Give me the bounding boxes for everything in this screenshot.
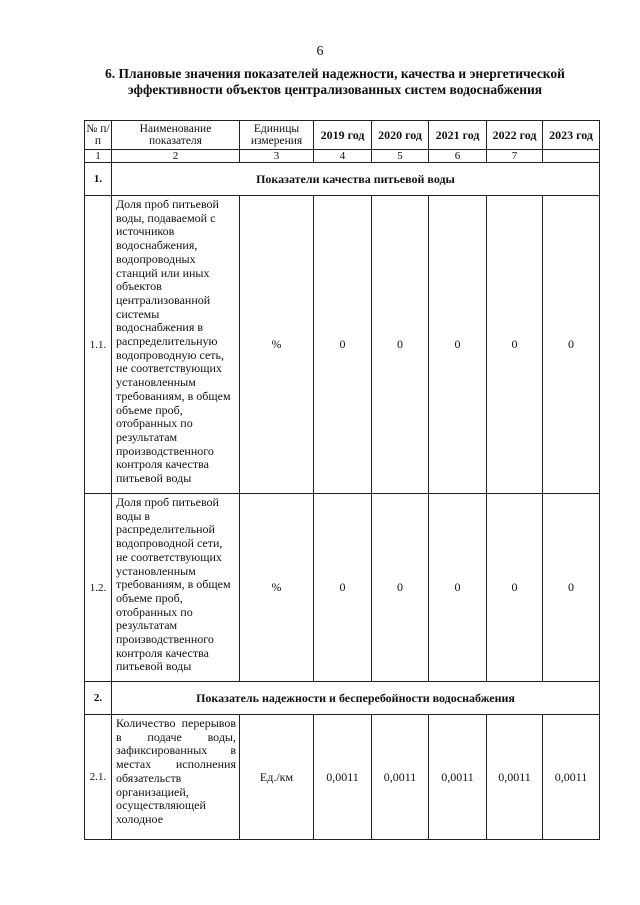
- table-row: [85, 715, 600, 840]
- table-row: [85, 196, 600, 494]
- row-number: 2.1.: [85, 715, 112, 840]
- section-row: [85, 682, 600, 715]
- value-cell: 0,0011: [429, 715, 487, 840]
- value-cell: 0: [429, 494, 487, 682]
- column-index: 6: [429, 150, 487, 163]
- indicators-table: [84, 120, 600, 840]
- header-year: 2021 год: [429, 121, 487, 150]
- unit-cell: Ед./км: [240, 715, 314, 840]
- header-num: № п/п: [85, 121, 112, 150]
- value-cell: 0: [543, 494, 600, 682]
- value-cell: 0: [487, 494, 543, 682]
- header-year: 2023 год: [543, 121, 600, 150]
- column-index: 1: [85, 150, 112, 163]
- value-cell: 0,0011: [543, 715, 600, 840]
- column-index: 5: [372, 150, 429, 163]
- row-number: 1.2.: [85, 494, 112, 682]
- section-row: [85, 163, 600, 196]
- value-cell: 0: [314, 494, 372, 682]
- column-index: 2: [112, 150, 240, 163]
- column-index-empty: [543, 150, 600, 163]
- column-index: 4: [314, 150, 372, 163]
- unit-cell: %: [240, 494, 314, 682]
- header-name: Наименование показателя: [112, 121, 240, 150]
- section-title: 6. Плановые значения показателей надежности, качества и энергетической эффективности объектов централизованных систем водоснабжения: [105, 66, 565, 97]
- unit-cell: %: [240, 196, 314, 494]
- value-cell: 0: [314, 196, 372, 494]
- table-header-row: [85, 121, 600, 150]
- header-unit: Единицы измерения: [240, 121, 314, 150]
- header-year: 2022 год: [487, 121, 543, 150]
- indicator-name: Доля проб питьевой воды в распределительной водопроводной сети, не соответствующих установленным требованиям, в общем объеме проб, отобранных по результатам производственного контроля качества питьевой воды: [112, 494, 240, 682]
- column-index-row: [85, 150, 600, 163]
- value-cell: 0: [487, 196, 543, 494]
- value-cell: 0: [543, 196, 600, 494]
- value-cell: 0: [372, 494, 429, 682]
- page-number: 6: [316, 44, 324, 59]
- column-index: 3: [240, 150, 314, 163]
- value-cell: 0,0011: [487, 715, 543, 840]
- table-row: [85, 494, 600, 682]
- indicator-name: Количество перерывов в подаче воды, зафиксированных в местах исполнения обязательств организацией, осуществляющей холодное: [112, 715, 240, 840]
- value-cell: 0,0011: [372, 715, 429, 840]
- value-cell: 0: [429, 196, 487, 494]
- section-number: 1.: [85, 163, 112, 196]
- header-year: 2020 год: [372, 121, 429, 150]
- row-number: 1.1.: [85, 196, 112, 494]
- value-cell: 0: [372, 196, 429, 494]
- value-cell: 0,0011: [314, 715, 372, 840]
- section-heading: Показатели качества питьевой воды: [112, 163, 600, 196]
- column-index: 7: [487, 150, 543, 163]
- section-heading: Показатель надежности и бесперебойности водоснабжения: [112, 682, 600, 715]
- section-number: 2.: [85, 682, 112, 715]
- indicator-name: Доля проб питьевой воды, подаваемой с источников водоснабжения, водопроводных станций или иных объектов централизованной системы водоснабжения в распределительную водопроводную сеть, не соответствующих установленным требованиям, в общем объеме проб, отобранных по результатам производственного контроля качества питьевой воды: [112, 196, 240, 494]
- header-year: 2019 год: [314, 121, 372, 150]
